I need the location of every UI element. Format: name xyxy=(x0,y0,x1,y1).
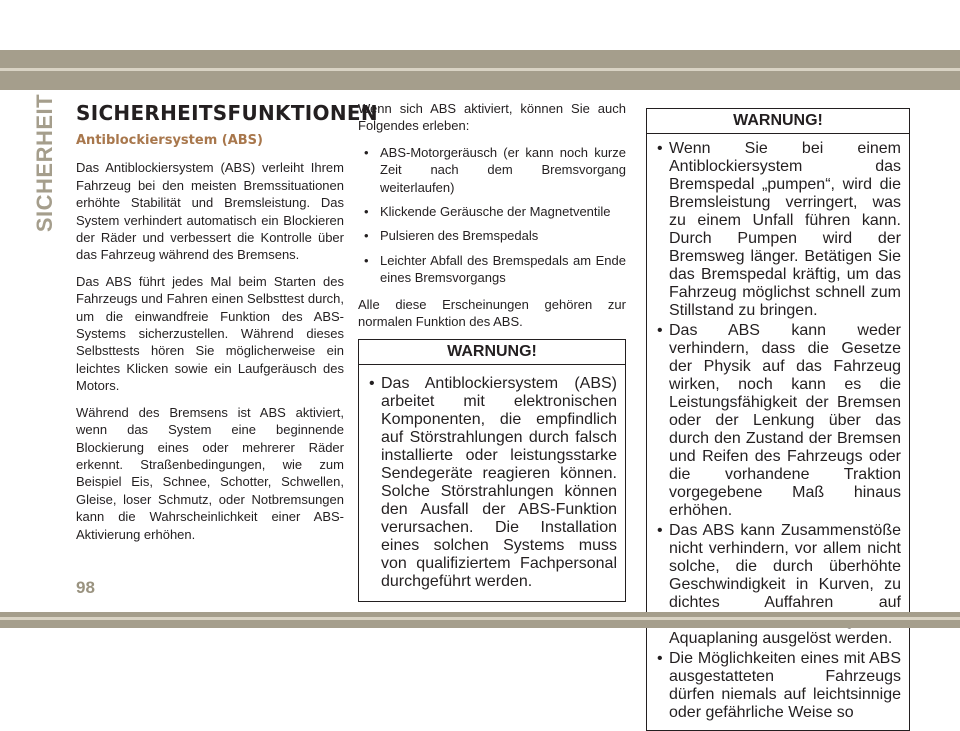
closing-paragraph: Alle diese Erscheinungen gehören zur normalen Funktion des ABS. xyxy=(358,296,626,330)
warning-item: • Wenn Sie bei einem Antiblockiersystem das Bremspedal „pumpen“, wird die Bremsleistung verringert, was zu einem Unfall führen kann. Durch Pumpen wird der Bremsweg länger. Betätigen Sie das Bremspedal kräftig, um das Fahrzeug möglichst schnell zum Stillstand zu bringen. xyxy=(655,140,901,320)
abs-symptom-list xyxy=(358,144,626,287)
paragraph: Während des Bremsens ist ABS aktiviert, wenn das System eine beginnende Blockierung eines oder mehrerer Räder erkennt. Straßenbedingungen, wie zum Beispiel Eis, Schnee, Schotter, Schwellen, Gleise, loser Schmutz, oder Notbremsungen kann die Wahrscheinlichkeit einer ABS-Aktivierung erhöhen. xyxy=(76,404,344,542)
paragraph: Das Antiblockiersystem (ABS) verleiht Ihrem Fahrzeug bei den meisten Bremssituationen erhöhte Stabilität und Bremsleistung. Das System verhindert automatisch ein Blockieren der Räder und verbessert die Kontrolle über das Fahrzeug während des Bremsens. xyxy=(76,160,344,263)
warning-item: • Die Möglichkeiten eines mit ABS ausgestatteten Fahrzeugs dürfen niemals auf leichtsinnige oder gefährliche Weise so xyxy=(655,650,901,722)
list-item: • Leichter Abfall des Bremspedals am Ende eines Bremsvorgangs xyxy=(358,252,626,287)
footer-stripe xyxy=(0,617,960,620)
section-side-tab xyxy=(30,93,60,233)
warning-heading: WARNUNG! xyxy=(647,109,909,134)
warning-list xyxy=(655,140,901,722)
list-item: • ABS-Motorgeräusch (er kann noch kurze Zeit nach dem Bremsvorgang weiterlaufen) xyxy=(358,144,626,196)
footer-band xyxy=(0,612,960,628)
list-item: • Pulsieren des Bremspedals xyxy=(358,227,626,244)
header-band xyxy=(0,50,960,90)
page-number: 98 xyxy=(76,578,95,597)
intro-paragraph: Wenn sich ABS aktiviert, können Sie auch Folgendes erleben: xyxy=(358,101,626,134)
warning-body xyxy=(359,365,625,601)
subsection-title: Antiblockiersystem (ABS) xyxy=(76,133,263,148)
warning-list xyxy=(367,375,617,591)
list-item: • Klickende Geräusche der Magnetventile xyxy=(358,203,626,220)
warning-item: • Das ABS kann weder verhindern, dass die Gesetze der Physik auf das Fahrzeug wirken, noch kann es die Leistungsfähigkeit der Bremsen oder der Lenkung über das durch den Zustand der Bremsen und Reifen des Fahrzeugs oder die vorhandene Traktion vorgegebene Maß hinaus erhöhen. xyxy=(655,322,901,520)
warning-body xyxy=(647,134,909,730)
column-2 xyxy=(358,100,626,339)
header-stripe xyxy=(0,68,960,71)
warning-item: • Das Antiblockiersystem (ABS) arbeitet mit elektronischen Komponenten, die empfindlich auf Störstrahlungen durch falsch installierte oder leistungsstarke Sendegeräte reagieren können. Solche Störstrahlungen können den Ausfall der ABS-Funktion verursachen. Die Installation eines solchen Systems muss von qualifiziertem Fachpersonal durchgeführt werden. xyxy=(367,375,617,591)
paragraph: Das ABS führt jedes Mal beim Starten des Fahrzeugs und Fahren einen Selbsttest durch, um die einwandfreie Funktion des ABS-Systems sicherzustellen. Während dieses Selbsttests hören Sie möglicherweise ein leichtes Klicken sowie ein Laufgeräusch des Motors. xyxy=(76,273,344,394)
section-title: SICHERHEITSFUNKTIONEN xyxy=(76,101,378,125)
side-tab-label: SICHERHEIT xyxy=(32,93,57,233)
column-1 xyxy=(76,100,378,552)
warning-box xyxy=(358,339,626,602)
warning-box xyxy=(646,108,910,731)
warning-item: • Das ABS kann Zusammenstöße nicht verhindern, vor allem nicht solche, die durch überhöhte Geschwindigkeit in Kurven, zu dichtes Auffahren auf Aquaplaning ausgelöst werden. xyxy=(655,522,901,648)
warning-heading: WARNUNG! xyxy=(359,340,625,365)
